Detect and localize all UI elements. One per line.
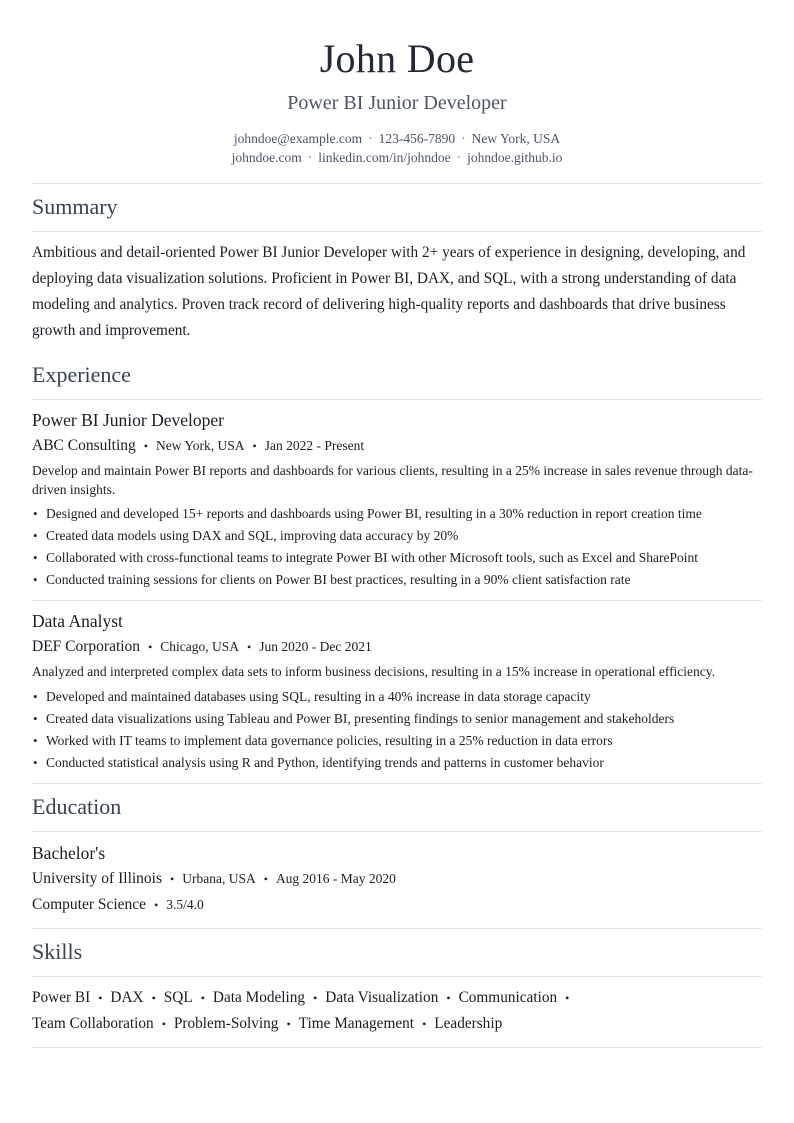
list-item: • Designed and developed 15+ reports and dashboards using Power BI, resulting in a 30% reduction in report creation time [32, 503, 762, 525]
education-entry [32, 832, 762, 928]
job-title: Power BI Junior Developer [32, 410, 224, 430]
contact-website[interactable]: johndoe.com [231, 150, 302, 165]
education-field-line [32, 894, 762, 916]
list-item: • Worked with IT teams to implement data governance policies, resulting in a 25% reduction in data errors [32, 730, 762, 752]
education-degree: Bachelor's [32, 842, 106, 863]
job-location: Chicago, USA [160, 639, 240, 654]
skills-section [32, 929, 762, 1048]
skills-line-2 [32, 1011, 762, 1037]
education-heading-wrap [32, 784, 762, 831]
skill-item: Team Collaboration [32, 1014, 154, 1032]
list-item: • Developed and maintained databases using SQL, resulting in a 40% increase in data storage capacity [32, 686, 762, 708]
contact-email[interactable]: johndoe@example.com [233, 131, 363, 146]
job-title: Data Analyst [32, 611, 123, 631]
education-heading: Education [32, 793, 122, 819]
education-location: Urbana, USA [182, 870, 256, 886]
education-dates: Aug 2016 - May 2020 [275, 870, 396, 886]
skill-item: Data Modeling [212, 988, 306, 1006]
contact-separator: · [456, 150, 462, 165]
list-item: • Conducted statistical analysis using R and Python, identifying trends and patterns in customer behavior [32, 752, 762, 774]
job-company: ABC Consulting [32, 437, 136, 454]
meta-bullet: • [170, 871, 175, 886]
meta-bullet: • [143, 439, 148, 453]
resume-header [32, 0, 762, 167]
skill-bullet: • [422, 1016, 427, 1031]
job-company: DEF Corporation [32, 638, 141, 655]
skill-bullet: • [151, 990, 156, 1005]
education-section [32, 784, 762, 929]
job-location: New York, USA [156, 438, 245, 453]
education-gpa: 3.5/4.0 [166, 896, 204, 912]
divider [32, 1047, 762, 1048]
list-item: • Created data visualizations using Tableau and Power BI, presenting findings to senior management and stakeholders [32, 708, 762, 730]
education-meta [32, 868, 762, 890]
experience-heading-wrap [32, 352, 762, 399]
skills-list [32, 977, 762, 1047]
summary-section [32, 184, 762, 352]
job-dates: Jun 2020 - Dec 2021 [259, 639, 372, 654]
education-school: University of Illinois [32, 869, 163, 887]
skill-item: SQL [163, 988, 193, 1006]
candidate-headline: Power BI Junior Developer [287, 92, 507, 114]
contact-location: New York, USA [471, 131, 561, 146]
skill-item: Time Management [298, 1014, 415, 1032]
job-meta [32, 435, 762, 457]
experience-section [32, 352, 762, 784]
meta-bullet: • [154, 897, 159, 912]
list-item: • Collaborated with cross-functional teams to integrate Power BI with other Microsoft tools, such as Excel and SharePoint [32, 547, 762, 569]
skills-heading-wrap [32, 929, 762, 976]
list-item: • Conducted training sessions for clients on Power BI best practices, resulting in a 90% client satisfaction rate [32, 569, 762, 591]
contact-linkedin[interactable]: linkedin.com/in/johndoe [318, 150, 451, 165]
skill-item: DAX [110, 988, 144, 1006]
summary-text: Ambitious and detail-oriented Power BI Junior Developer with 2+ years of experience in designing, developing, and deploying data visualization solutions. Proficient in Power BI, DAX, and SQL, with a strong understanding of data modeling and analytics. Proven track record of delivering high-quality reports and dashboards that drive business growth and improvement. [32, 244, 746, 339]
candidate-name: John Doe [319, 36, 475, 81]
job-entry [32, 601, 762, 783]
contact-line-2 [32, 148, 762, 167]
meta-bullet: • [148, 640, 153, 654]
summary-heading: Summary [32, 194, 118, 219]
contact-separator: · [368, 131, 373, 146]
meta-bullet: • [263, 871, 268, 886]
job-entry [32, 400, 762, 600]
skills-line-1 [32, 985, 762, 1011]
contact-phone[interactable]: 123-456-7890 [378, 131, 456, 146]
skill-bullet: • [565, 990, 570, 1005]
skill-bullet: • [313, 990, 318, 1005]
contact-line-1 [32, 129, 762, 148]
summary-heading-wrap [32, 184, 762, 231]
meta-bullet: • [252, 439, 257, 453]
skill-item: Communication [458, 988, 558, 1006]
skill-item: Power BI [32, 988, 91, 1006]
job-description: Analyzed and interpreted complex data sets to inform business decisions, resulting in a 15% increase in operational efficiency. [32, 664, 716, 679]
list-item: • Created data models using DAX and SQL, improving data accuracy by 20% [32, 525, 762, 547]
job-highlights [32, 686, 762, 774]
contact-github[interactable]: johndoe.github.io [467, 150, 563, 165]
skill-item: Data Visualization [325, 988, 439, 1006]
skill-bullet: • [200, 990, 205, 1005]
meta-bullet: • [247, 640, 252, 654]
skill-item: Problem-Solving [173, 1014, 279, 1032]
contact-separator: · [307, 150, 313, 165]
skill-bullet: • [286, 1016, 291, 1031]
skill-item: Leadership [434, 1014, 503, 1032]
experience-heading: Experience [32, 362, 131, 387]
job-meta [32, 636, 762, 658]
job-dates: Jan 2022 - Present [264, 438, 365, 453]
skill-bullet: • [161, 1016, 166, 1031]
skill-bullet: • [446, 990, 451, 1005]
education-field: Computer Science [32, 895, 147, 913]
job-highlights [32, 503, 762, 591]
skill-bullet: • [98, 990, 103, 1005]
contact-separator: · [461, 131, 466, 146]
skills-heading: Skills [32, 938, 83, 964]
job-description: Develop and maintain Power BI reports and dashboards for various clients, resulting in a 25% increase in sales revenue through data-driven insights. [32, 463, 753, 497]
